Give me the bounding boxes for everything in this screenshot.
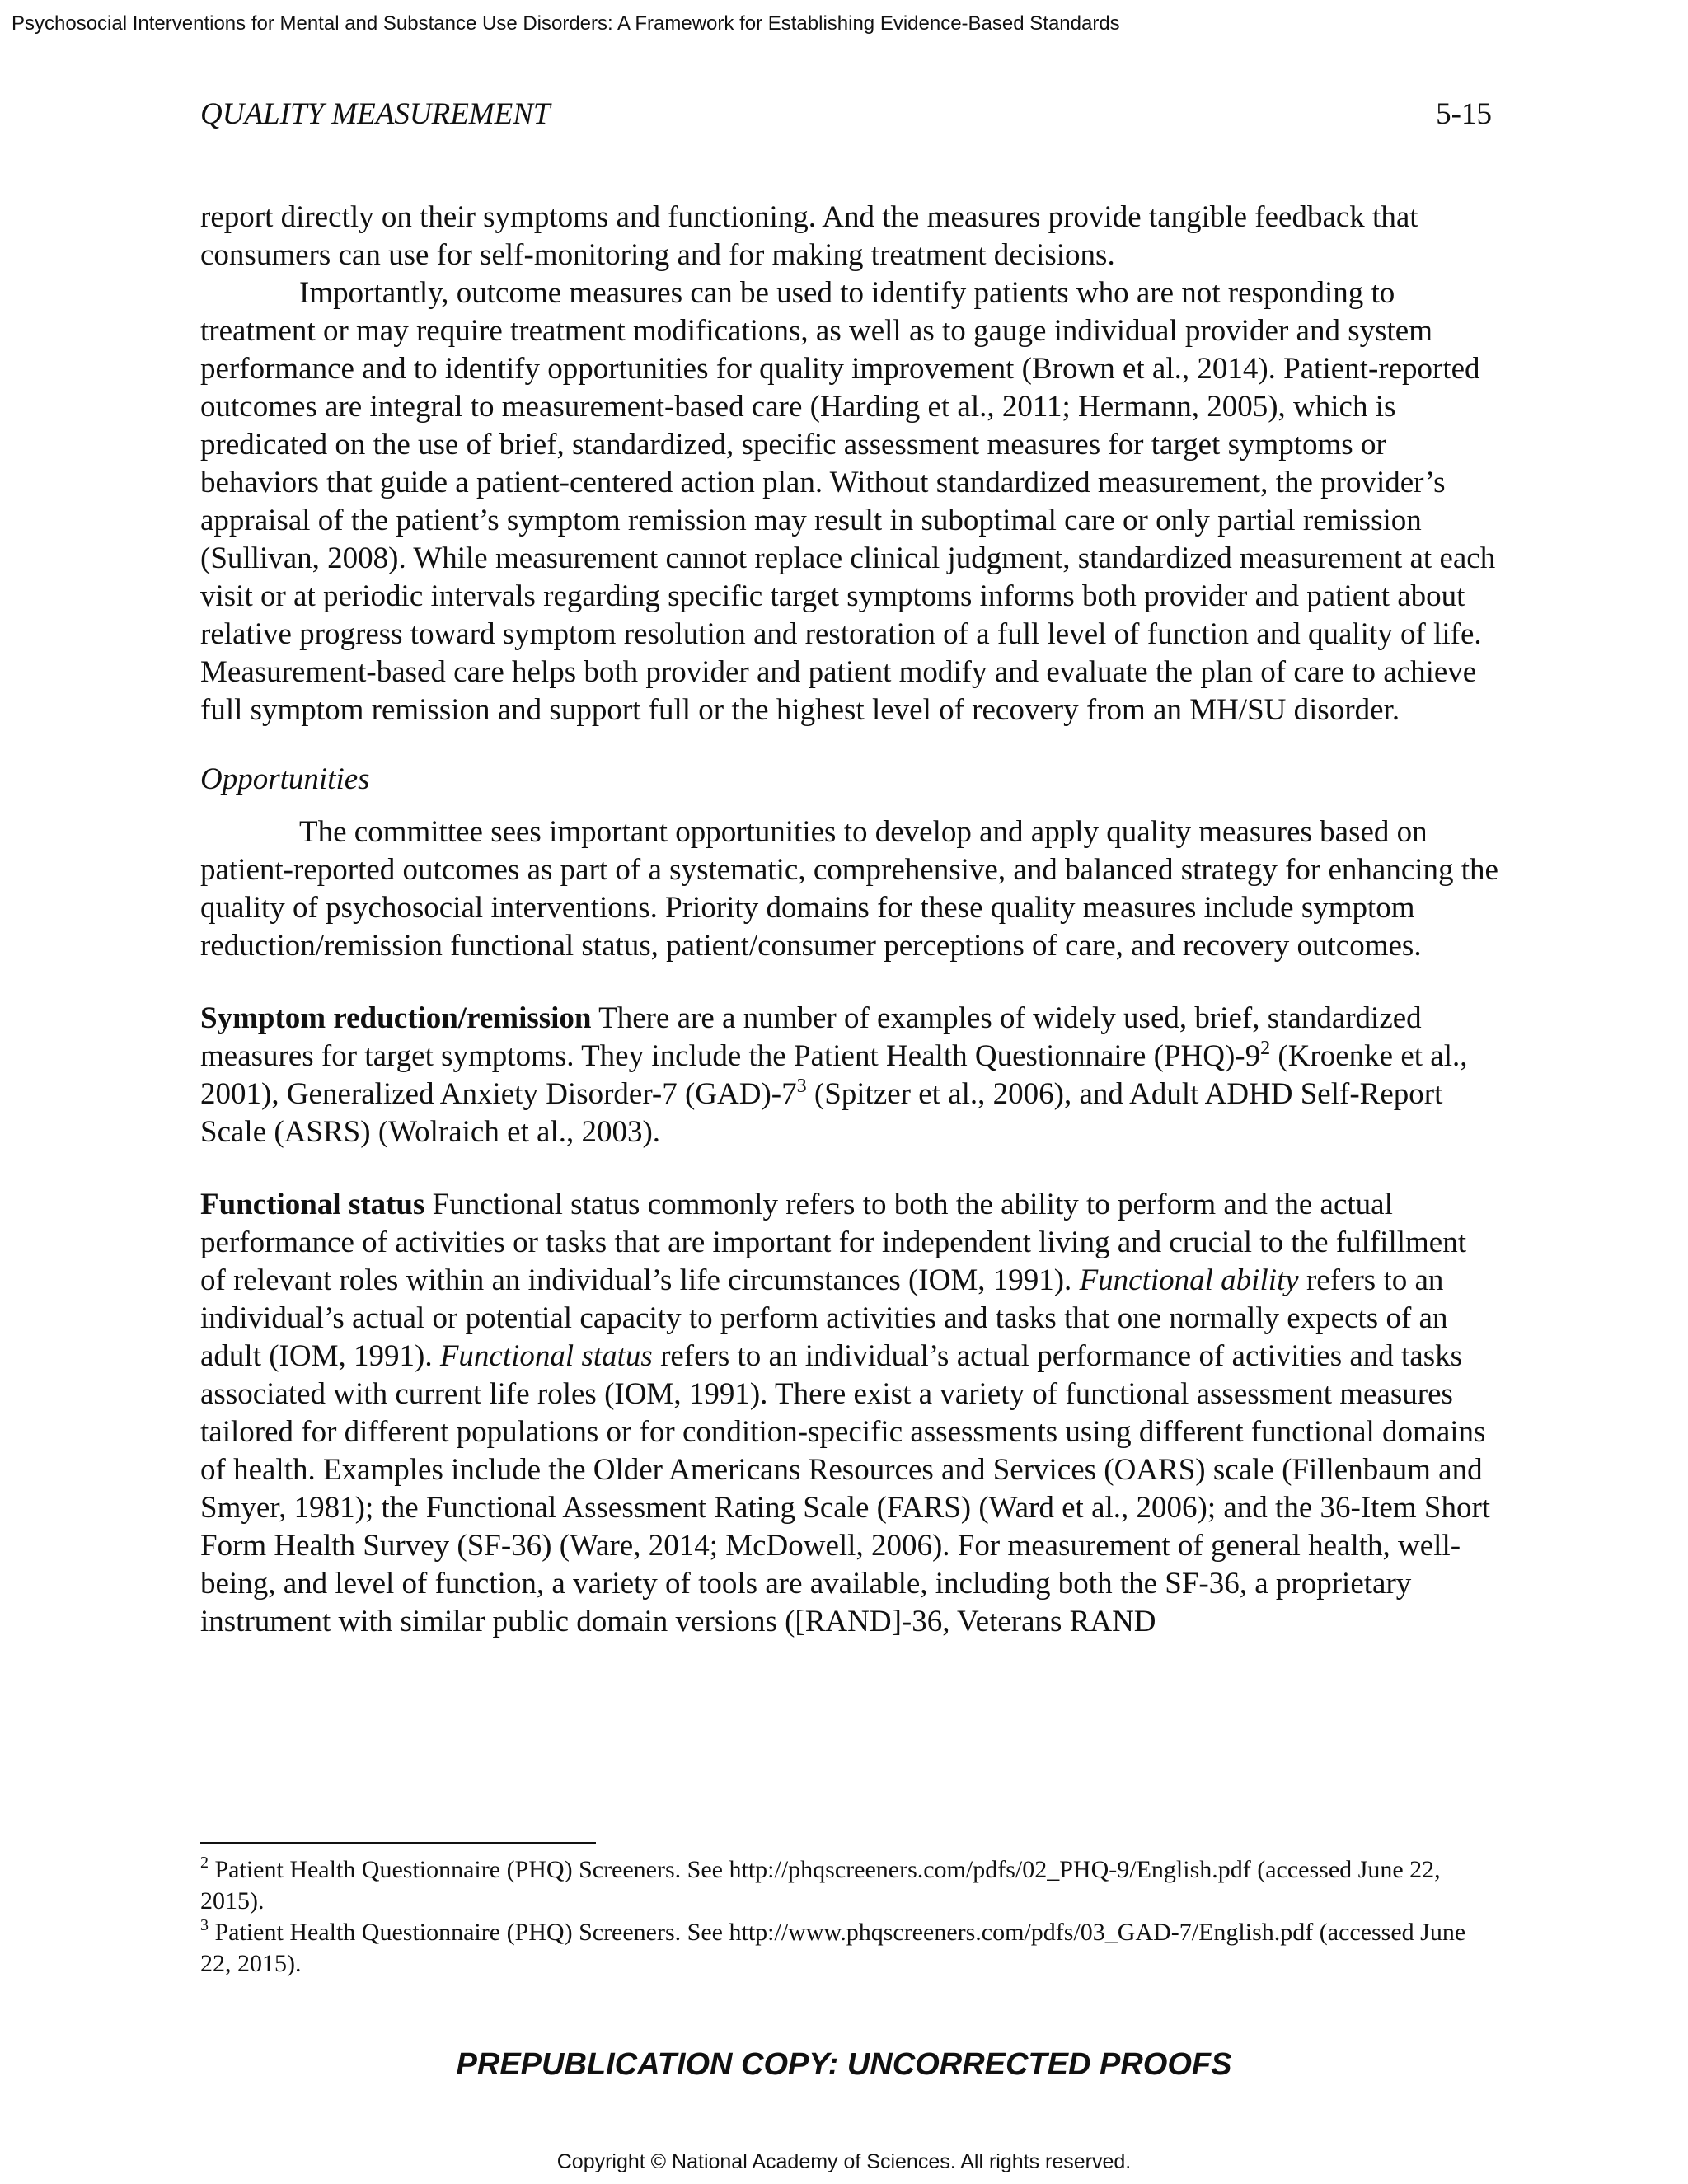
running-head-title: QUALITY MEASUREMENT: [200, 97, 551, 131]
symptom-text: (Spitzer et al., 2006), and Adult ADHD Self-Report Scale (ASRS) (Wolraich et al., 2003).: [200, 1077, 1443, 1149]
symptom-text: There are a number of examples of widely used, brief, standardized measures for target symptoms. They include the Patient Health Questionnaire (PHQ)-9: [200, 1001, 1422, 1073]
functional-text: Functional status commonly refers to both the ability to perform and the actual performance of activities or tasks that are important for independent living and crucial to the fulfillment of relevant roles within an individual’s life circumstances (IOM, 1991).: [200, 1188, 1467, 1297]
functional-text: refers to an individual’s actual or potential capacity to perform activities and tasks that one normally expects of an adult (IOM, 1991).: [200, 1263, 1448, 1373]
footnote-3: [200, 1917, 1503, 1980]
paragraph-continuation: report directly on their symptoms and functioning. And the measures provide tangible feedback that consumers can use for self-monitoring and for making treatment decisions.: [200, 200, 1418, 272]
copyright-notice: Copyright © National Academy of Sciences. All rights reserved.: [556, 2150, 1132, 2173]
functional-text: refers to an individual’s actual performance of activities and tasks associated with current life roles (IOM, 1991). There exist a variety of functional assessment measures tailored for different populations or for condition-specific assessments using different functional domains of health. Examples include the Older Americans Resources and Services (OARS) scale (Fillenbaum and Smyer, 1981); the Functional Assessment Rating Scale (FARS) (Ward et al., 2006); and the 36-Item Short Form Health Survey (SF-36) (Ware, 2014; McDowell, 2006). For measurement of general health, well-being, and level of function, a variety of tools are available, including both the SF-36, a proprietary instrument with similar public domain versions ([RAND]-36, Veterans RAND: [200, 1339, 1491, 1638]
footnote-ref-2: 2: [1260, 1038, 1271, 1059]
footnote-divider: [200, 1842, 596, 1844]
section-subheading: Opportunities: [200, 762, 370, 796]
run-in-heading-symptom: Symptom reduction/remission: [200, 1001, 592, 1035]
footnotes: [200, 1854, 1503, 1980]
paragraph-functional-status: [200, 1186, 1498, 1641]
footnote-text: Patient Health Questionnaire (PHQ) Screeners. See http://www.phqscreeners.com/pdfs/03_GAD-7/English.pdf (accessed June 22, 2015).: [200, 1919, 1466, 1977]
paragraph-outcome-measures: Importantly, outcome measures can be used to identify patients who are not responding to treatment or may require treatment modifications, as well as to gauge individual provider and system performance and to identify opportunities for quality improvement (Brown et al., 2014). Patient-reported outcomes are integral to measurement-based care (Harding et al., 2011; Hermann, 2005), which is predicated on the use of brief, standardized, specific assessment measures for target symptoms or behaviors that guide a patient-centered action plan. Without standardized measurement, the provider’s appraisal of the patient’s symptom remission may result in suboptimal care or only partial remission (Sullivan, 2008). While measurement cannot replace clinical judgment, standardized measurement at each visit or at periodic intervals regarding specific target symptoms informs both provider and patient about relative progress toward symptom resolution and restoration of a full level of function and quality of life. Measurement-based care helps both provider and patient modify and evaluate the plan of care to achieve full symptom remission and support full or the highest level of recovery from an MH/SU disorder.: [200, 276, 1496, 727]
term-functional-status: Functional status: [439, 1339, 653, 1373]
symptom-text: (Kroenke et al., 2001), Generalized Anxiety Disorder-7 (GAD)-7: [200, 1039, 1468, 1111]
paragraph-symptom-reduction: [200, 1000, 1498, 1151]
footnote-mark: 2: [200, 1854, 209, 1872]
run-in-heading-functional: Functional status: [200, 1188, 425, 1221]
report-banner-title: Psychosocial Interventions for Mental and Substance Use Disorders: A Framework for Establishing Evidence-Based Standards: [12, 12, 1120, 35]
footnote-mark: 3: [200, 1916, 209, 1934]
body-text: [200, 199, 1498, 1641]
footnote-ref-3: 3: [796, 1076, 807, 1097]
term-functional-ability: Functional ability: [1079, 1263, 1299, 1297]
footnote-2: [200, 1854, 1503, 1917]
page-number: 5-15: [1436, 97, 1492, 131]
footnote-text: Patient Health Questionnaire (PHQ) Screeners. See http://phqscreeners.com/pdfs/02_PHQ-9/English.pdf (accessed June 22, 2015).: [200, 1856, 1441, 1915]
prepublication-notice: PREPUBLICATION COPY: UNCORRECTED PROOFS: [456, 2047, 1232, 2082]
paragraph-opportunities: The committee sees important opportunities to develop and apply quality measures based on patient-reported outcomes as part of a systematic, comprehensive, and balanced strategy for enhancing the quality of psychosocial interventions. Priority domains for these quality measures include symptom reduction/remission functional status, patient/consumer perceptions of care, and recovery outcomes.: [200, 815, 1498, 963]
